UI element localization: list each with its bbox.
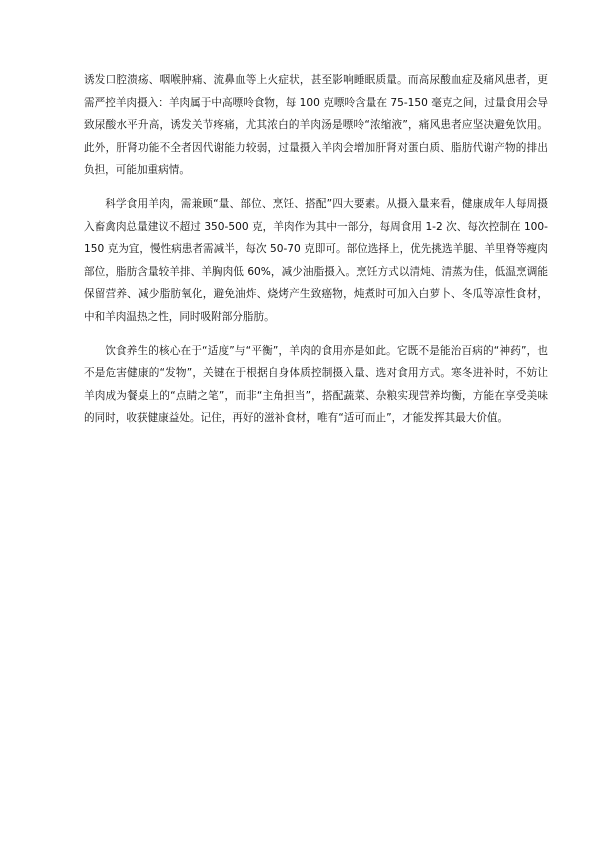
paragraph-2: 科学食用羊肉，需兼顾“量、部位、烹饪、搭配”四大要素。从摄入量来看，健康成年人每周摄入畜禽肉总量建议不超过 350-500 克，羊肉作为其中一部分，每周食用 1-2 次、每次控制在 100-150 克为宜，慢性病患者需减半，每次 50-70 克即可。部位选择上，优先挑选羊腿、羊里脊等瘦肉部位，脂肪含量较羊排、羊胸肉低 60%，减少油脂摄入。烹饪方式以清炖、清蒸为佳，低温烹调能保留营养、减少脂肪氧化，避免油炸、烧烤产生致癌物，炖煮时可加入白萝卜、冬瓜等凉性食材，中和羊肉温热之性，同时吸附部分脂肪。 [84,197,548,323]
paragraph-1: 诱发口腔溃疡、咽喉肿痛、流鼻血等上火症状，甚至影响睡眠质量。而高尿酸血症及痛风患者，更需严控羊肉摄入：羊肉属于中高嘌呤食物，每 100 克嘌呤含量在 75-150 毫克之间，过量食用会导致尿酸水平升高，诱发关节疼痛，尤其浓白的羊肉汤是嘌呤“浓缩液”，痛风患者应坚决避免饮用。此外，肝肾功能不全者因代谢能力较弱，过量摄入羊肉会增加肝肾对蛋白质、脂肪代谢产物的排出负担，可能加重病情。 [84,74,548,177]
article-body [84,69,548,430]
paragraph-3: 饮食养生的核心在于“适度”与“平衡”，羊肉的食用亦是如此。它既不是能治百病的“神药”，也不是危害健康的“发物”，关键在于根据自身体质控制摄入量、选对食用方式。寒冬进补时，不妨让羊肉成为餐桌上的“点睛之笔”，而非“主角担当”，搭配蔬菜、杂粮实现营养均衡，方能在享受美味的同时，收获健康益处。记住，再好的滋补食材，唯有“适可而止”，才能发挥其最大价值。 [84,344,548,425]
